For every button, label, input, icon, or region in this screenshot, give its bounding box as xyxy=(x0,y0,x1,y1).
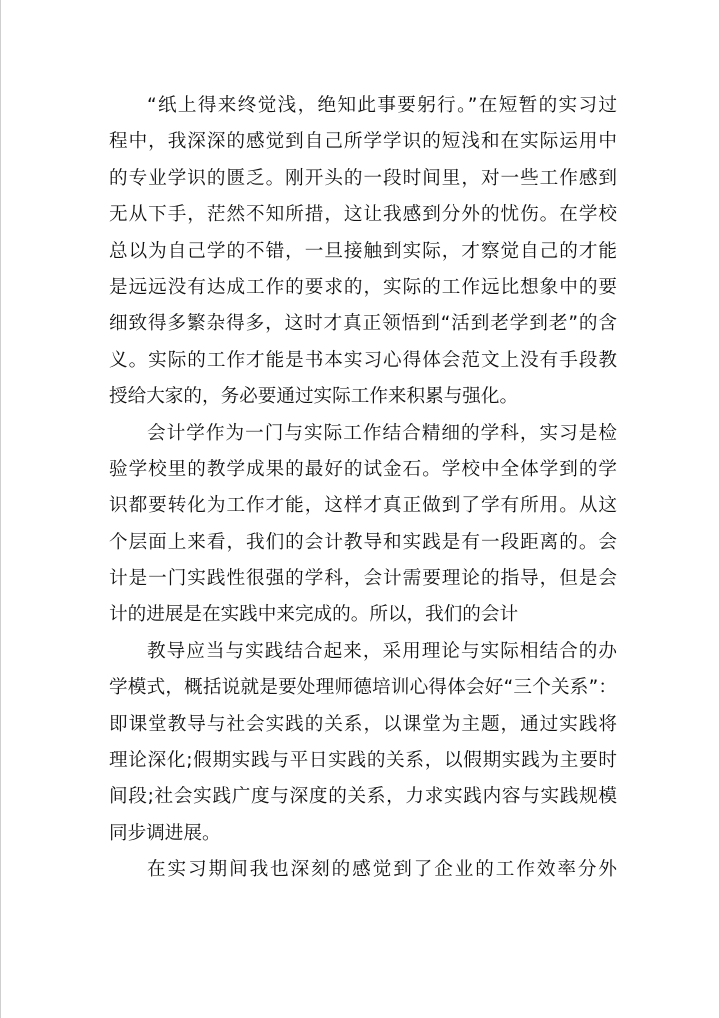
text-line: 义。实际的工作才能是书本实习心得体会范文上没有手段教 xyxy=(109,349,617,371)
text-line: 计的进展是在实践中来完成的。所以，我们的会计 xyxy=(109,604,519,626)
text-line: 的专业学识的匮乏。刚开头的一段时间里，对一些工作感到 xyxy=(109,167,617,189)
text-line: 细致得多繁杂得多，这时才真正领悟到“活到老学到老”的含 xyxy=(109,313,617,335)
text-line: 计是一门实践性很强的学科，会计需要理论的指导，但是会 xyxy=(109,568,617,590)
text-line: 理论深化;假期实践与平日实践的关系，以假期实践为主要时 xyxy=(109,750,617,772)
text-line: 会计学作为一门与实际工作结合精细的学科，实习是检 xyxy=(147,422,617,444)
text-line: 程中，我深深的感觉到自己所学学识的短浅和在实际运用中 xyxy=(109,131,617,153)
text-line: “纸上得来终觉浅，绝知此事要躬行。”在短暂的实习过 xyxy=(147,95,617,116)
text-line: 无从下手，茫然不知所措，这让我感到分外的忧伤。在学校 xyxy=(109,204,617,226)
text-line: 总以为自己学的不错，一旦接触到实际，才察觉自己的才能 xyxy=(109,240,617,262)
text-line: 间段;社会实践广度与深度的关系，力求实践内容与实践规模 xyxy=(109,786,617,808)
text-line: 学模式，概括说就是要处理师德培训心得体会好“三个关系”： xyxy=(109,677,617,699)
text-line: 在实习期间我也深刻的感觉到了企业的工作效率分外 xyxy=(147,859,617,881)
text-line: 教导应当与实践结合起来，采用理论与实际相结合的办 xyxy=(147,640,617,662)
text-line: 识都要转化为工作才能，这样才真正做到了学有所用。从这 xyxy=(109,495,617,517)
text-line: 授给大家的，务必要通过实际工作来积累与强化。 xyxy=(109,386,519,408)
text-line: 即课堂教导与社会实践的关系，以课堂为主题，通过实践将 xyxy=(109,713,617,735)
text-line: 个层面上来看，我们的会计教导和实践是有一段距离的。会 xyxy=(109,531,617,553)
text-line: 同步调进展。 xyxy=(109,822,221,844)
text-line: 验学校里的教学成果的最好的试金石。学校中全体学到的学 xyxy=(109,458,617,480)
document-body xyxy=(109,88,617,889)
text-line: 是远远没有达成工作的要求的，实际的工作远比想象中的要 xyxy=(109,276,617,298)
